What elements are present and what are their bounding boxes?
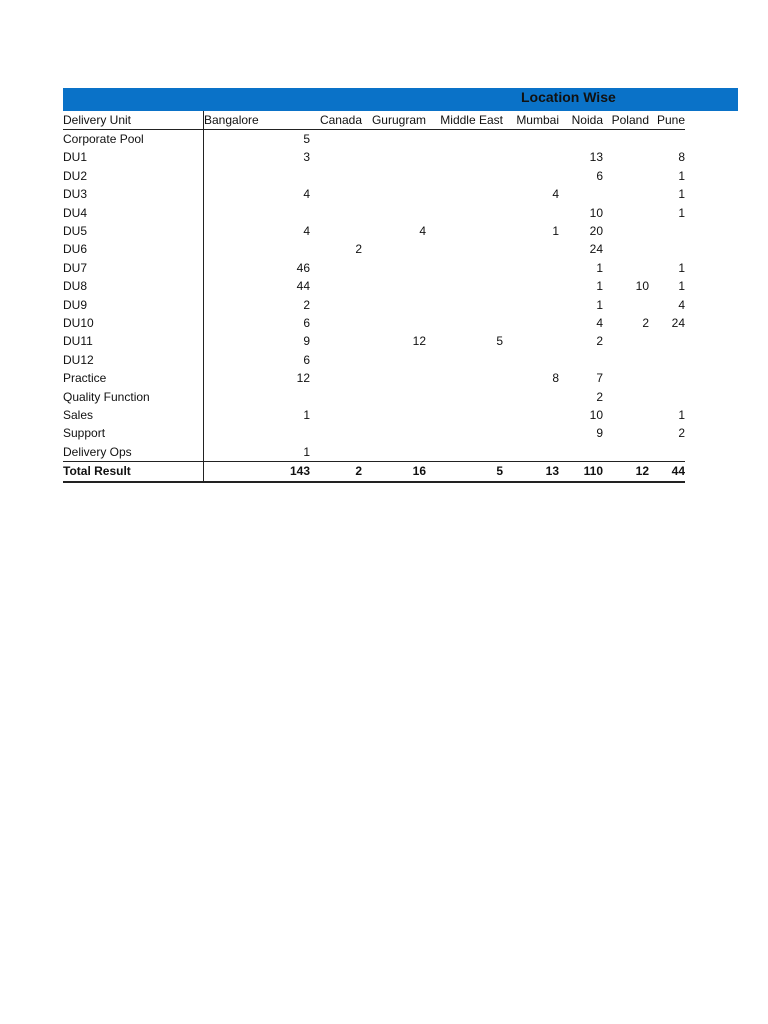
cell-mumbai <box>503 296 559 314</box>
cell-mumbai <box>503 167 559 185</box>
cell-poland <box>603 130 649 149</box>
cell-delivery-unit: Delivery Ops <box>63 443 204 462</box>
cell-bangalore: 12 <box>296 371 310 386</box>
cell-bangalore: 46 <box>296 260 310 275</box>
table-row <box>63 351 685 369</box>
cell-mumbai <box>503 425 559 443</box>
table-row <box>63 186 685 204</box>
cell-middle-east <box>426 278 503 296</box>
report-title: Location Wise <box>521 89 616 105</box>
cell-bangalore <box>204 241 313 259</box>
cell-gurugram <box>362 149 426 167</box>
cell-gurugram <box>362 130 426 149</box>
cell-noida: 13 <box>589 150 603 165</box>
cell-poland <box>603 388 649 406</box>
cell-gurugram <box>362 204 426 222</box>
cell-poland <box>603 333 649 351</box>
header-row <box>63 111 685 130</box>
cell-delivery-unit: DU4 <box>63 204 204 222</box>
cell-bangalore: 1 <box>303 407 310 422</box>
cell-noida: 1 <box>596 260 603 275</box>
cell-middle-east <box>426 296 503 314</box>
cell-middle-east <box>426 351 503 369</box>
table-row <box>63 296 685 314</box>
cell-poland <box>603 296 649 314</box>
cell-mumbai: 4 <box>552 187 559 202</box>
cell-delivery-unit: DU12 <box>63 351 204 369</box>
cell-mumbai <box>503 204 559 222</box>
cell-delivery-unit: DU3 <box>63 186 204 204</box>
cell-poland <box>603 369 649 387</box>
cell-delivery-unit: DU2 <box>63 167 204 185</box>
total-bangalore: 143 <box>204 462 313 482</box>
cell-noida: 1 <box>596 297 603 312</box>
cell-noida: 2 <box>596 334 603 349</box>
cell-noida: 7 <box>596 371 603 386</box>
cell-canada <box>312 425 362 443</box>
cell-delivery-unit: Sales <box>63 406 204 424</box>
cell-gurugram <box>362 241 426 259</box>
total-poland: 12 <box>603 462 649 482</box>
cell-pune: 1 <box>678 260 685 275</box>
cell-gurugram <box>362 296 426 314</box>
cell-poland <box>603 204 649 222</box>
table-row <box>63 149 685 167</box>
cell-pune: 1 <box>678 187 685 202</box>
header-canada: Canada <box>312 111 362 130</box>
cell-canada <box>312 314 362 332</box>
table-row <box>63 425 685 443</box>
cell-noida: 24 <box>589 242 603 257</box>
cell-pune <box>649 130 685 149</box>
cell-canada <box>312 167 362 185</box>
cell-mumbai <box>503 406 559 424</box>
cell-pune: 24 <box>671 315 685 330</box>
cell-mumbai: 8 <box>552 371 559 386</box>
cell-mumbai <box>503 314 559 332</box>
cell-noida <box>559 186 603 204</box>
cell-mumbai <box>503 278 559 296</box>
total-middle-east: 5 <box>426 462 503 482</box>
table-row <box>63 130 685 149</box>
cell-delivery-unit: DU9 <box>63 296 204 314</box>
cell-gurugram <box>362 369 426 387</box>
cell-bangalore <box>204 204 313 222</box>
cell-bangalore: 9 <box>303 334 310 349</box>
cell-mumbai <box>503 149 559 167</box>
cell-canada <box>312 333 362 351</box>
cell-mumbai <box>503 351 559 369</box>
cell-canada <box>312 369 362 387</box>
cell-middle-east <box>426 314 503 332</box>
cell-delivery-unit: DU1 <box>63 149 204 167</box>
table-row <box>63 369 685 387</box>
cell-middle-east <box>426 222 503 240</box>
cell-canada <box>312 351 362 369</box>
cell-mumbai <box>503 443 559 462</box>
cell-gurugram <box>362 351 426 369</box>
cell-pune: 2 <box>678 426 685 441</box>
cell-delivery-unit: Quality Function <box>63 388 204 406</box>
table-row <box>63 167 685 185</box>
table-row <box>63 406 685 424</box>
cell-middle-east <box>426 241 503 259</box>
cell-canada <box>312 130 362 149</box>
cell-gurugram <box>362 388 426 406</box>
table-row <box>63 388 685 406</box>
cell-pune: 1 <box>678 168 685 183</box>
total-gurugram: 16 <box>362 462 426 482</box>
cell-noida: 4 <box>596 315 603 330</box>
cell-poland <box>603 443 649 462</box>
cell-bangalore: 2 <box>303 297 310 312</box>
cell-bangalore <box>204 425 313 443</box>
cell-noida <box>559 351 603 369</box>
table-row <box>63 443 685 462</box>
cell-pune: 8 <box>678 150 685 165</box>
table-row <box>63 314 685 332</box>
cell-noida: 10 <box>589 205 603 220</box>
cell-middle-east <box>426 259 503 277</box>
cell-canada <box>312 406 362 424</box>
cell-pune <box>649 351 685 369</box>
header-bangalore: Bangalore <box>204 111 313 130</box>
cell-poland <box>603 167 649 185</box>
cell-noida: 10 <box>589 407 603 422</box>
cell-pune: 1 <box>678 279 685 294</box>
cell-pune <box>649 443 685 462</box>
header-pune: Pune <box>649 111 685 130</box>
cell-middle-east <box>426 388 503 406</box>
cell-delivery-unit: DU6 <box>63 241 204 259</box>
location-wise-table <box>63 111 685 483</box>
cell-pune: 1 <box>678 407 685 422</box>
cell-poland <box>603 222 649 240</box>
cell-mumbai <box>503 130 559 149</box>
cell-canada <box>312 149 362 167</box>
cell-middle-east <box>426 167 503 185</box>
cell-middle-east <box>426 425 503 443</box>
cell-pune <box>649 369 685 387</box>
cell-poland <box>603 241 649 259</box>
cell-delivery-unit: Practice <box>63 369 204 387</box>
header-noida: Noida <box>559 111 603 130</box>
cell-gurugram <box>362 278 426 296</box>
cell-gurugram <box>362 425 426 443</box>
cell-poland <box>603 149 649 167</box>
cell-poland: 10 <box>635 279 649 294</box>
cell-delivery-unit: DU10 <box>63 314 204 332</box>
cell-canada <box>312 259 362 277</box>
header-delivery-unit: Delivery Unit <box>63 111 204 130</box>
total-mumbai: 13 <box>503 462 559 482</box>
header-mumbai: Mumbai <box>503 111 559 130</box>
cell-bangalore: 6 <box>303 315 310 330</box>
cell-poland <box>603 186 649 204</box>
cell-gurugram <box>362 406 426 424</box>
cell-delivery-unit: DU11 <box>63 333 204 351</box>
cell-delivery-unit: DU8 <box>63 278 204 296</box>
total-noida: 110 <box>559 462 603 482</box>
cell-gurugram <box>362 314 426 332</box>
cell-bangalore: 4 <box>303 224 310 239</box>
cell-mumbai: 1 <box>552 224 559 239</box>
cell-noida: 1 <box>596 279 603 294</box>
cell-delivery-unit: DU7 <box>63 259 204 277</box>
total-pune: 44 <box>649 462 685 482</box>
total-row <box>63 462 685 482</box>
cell-noida: 20 <box>589 224 603 239</box>
cell-bangalore <box>204 167 313 185</box>
cell-gurugram <box>362 186 426 204</box>
header-gurugram: Gurugram <box>362 111 426 130</box>
cell-noida <box>559 130 603 149</box>
cell-pune <box>649 241 685 259</box>
cell-poland <box>603 351 649 369</box>
cell-bangalore: 3 <box>303 150 310 165</box>
cell-bangalore: 44 <box>296 279 310 294</box>
total-label: Total Result <box>63 462 204 482</box>
cell-mumbai <box>503 333 559 351</box>
cell-poland <box>603 425 649 443</box>
cell-gurugram: 12 <box>412 334 426 349</box>
cell-bangalore: 4 <box>303 187 310 202</box>
cell-canada <box>312 388 362 406</box>
cell-delivery-unit: Corporate Pool <box>63 130 204 149</box>
cell-gurugram <box>362 167 426 185</box>
table-row <box>63 204 685 222</box>
cell-middle-east: 5 <box>496 334 503 349</box>
cell-noida: 6 <box>596 168 603 183</box>
cell-pune <box>649 333 685 351</box>
table-row <box>63 259 685 277</box>
cell-mumbai <box>503 241 559 259</box>
cell-bangalore <box>204 388 313 406</box>
table-row <box>63 241 685 259</box>
cell-canada <box>312 296 362 314</box>
table-row <box>63 222 685 240</box>
cell-canada <box>312 278 362 296</box>
cell-canada <box>312 204 362 222</box>
cell-canada <box>312 222 362 240</box>
cell-gurugram <box>362 259 426 277</box>
cell-bangalore: 5 <box>303 132 310 147</box>
cell-middle-east <box>426 369 503 387</box>
cell-noida: 2 <box>596 389 603 404</box>
cell-bangalore: 6 <box>303 352 310 367</box>
cell-middle-east <box>426 149 503 167</box>
cell-pune <box>649 388 685 406</box>
cell-pune: 4 <box>678 297 685 312</box>
cell-poland <box>603 259 649 277</box>
cell-pune: 1 <box>678 205 685 220</box>
cell-delivery-unit: DU5 <box>63 222 204 240</box>
table-body <box>63 130 685 482</box>
cell-canada <box>312 443 362 462</box>
header-middle-east: Middle East <box>426 111 503 130</box>
table-row <box>63 278 685 296</box>
cell-pune <box>649 222 685 240</box>
cell-delivery-unit: Support <box>63 425 204 443</box>
total-canada: 2 <box>312 462 362 482</box>
cell-gurugram: 4 <box>419 224 426 239</box>
cell-canada: 2 <box>355 242 362 257</box>
cell-canada <box>312 186 362 204</box>
cell-middle-east <box>426 406 503 424</box>
cell-poland <box>603 406 649 424</box>
cell-mumbai <box>503 388 559 406</box>
cell-gurugram <box>362 443 426 462</box>
cell-poland: 2 <box>642 315 649 330</box>
cell-noida: 9 <box>596 426 603 441</box>
cell-middle-east <box>426 204 503 222</box>
cell-noida <box>559 443 603 462</box>
cell-bangalore: 1 <box>303 444 310 459</box>
cell-middle-east <box>426 443 503 462</box>
header-poland: Poland <box>603 111 649 130</box>
table-row <box>63 333 685 351</box>
cell-mumbai <box>503 259 559 277</box>
cell-middle-east <box>426 130 503 149</box>
cell-middle-east <box>426 186 503 204</box>
title-banner <box>63 88 738 111</box>
